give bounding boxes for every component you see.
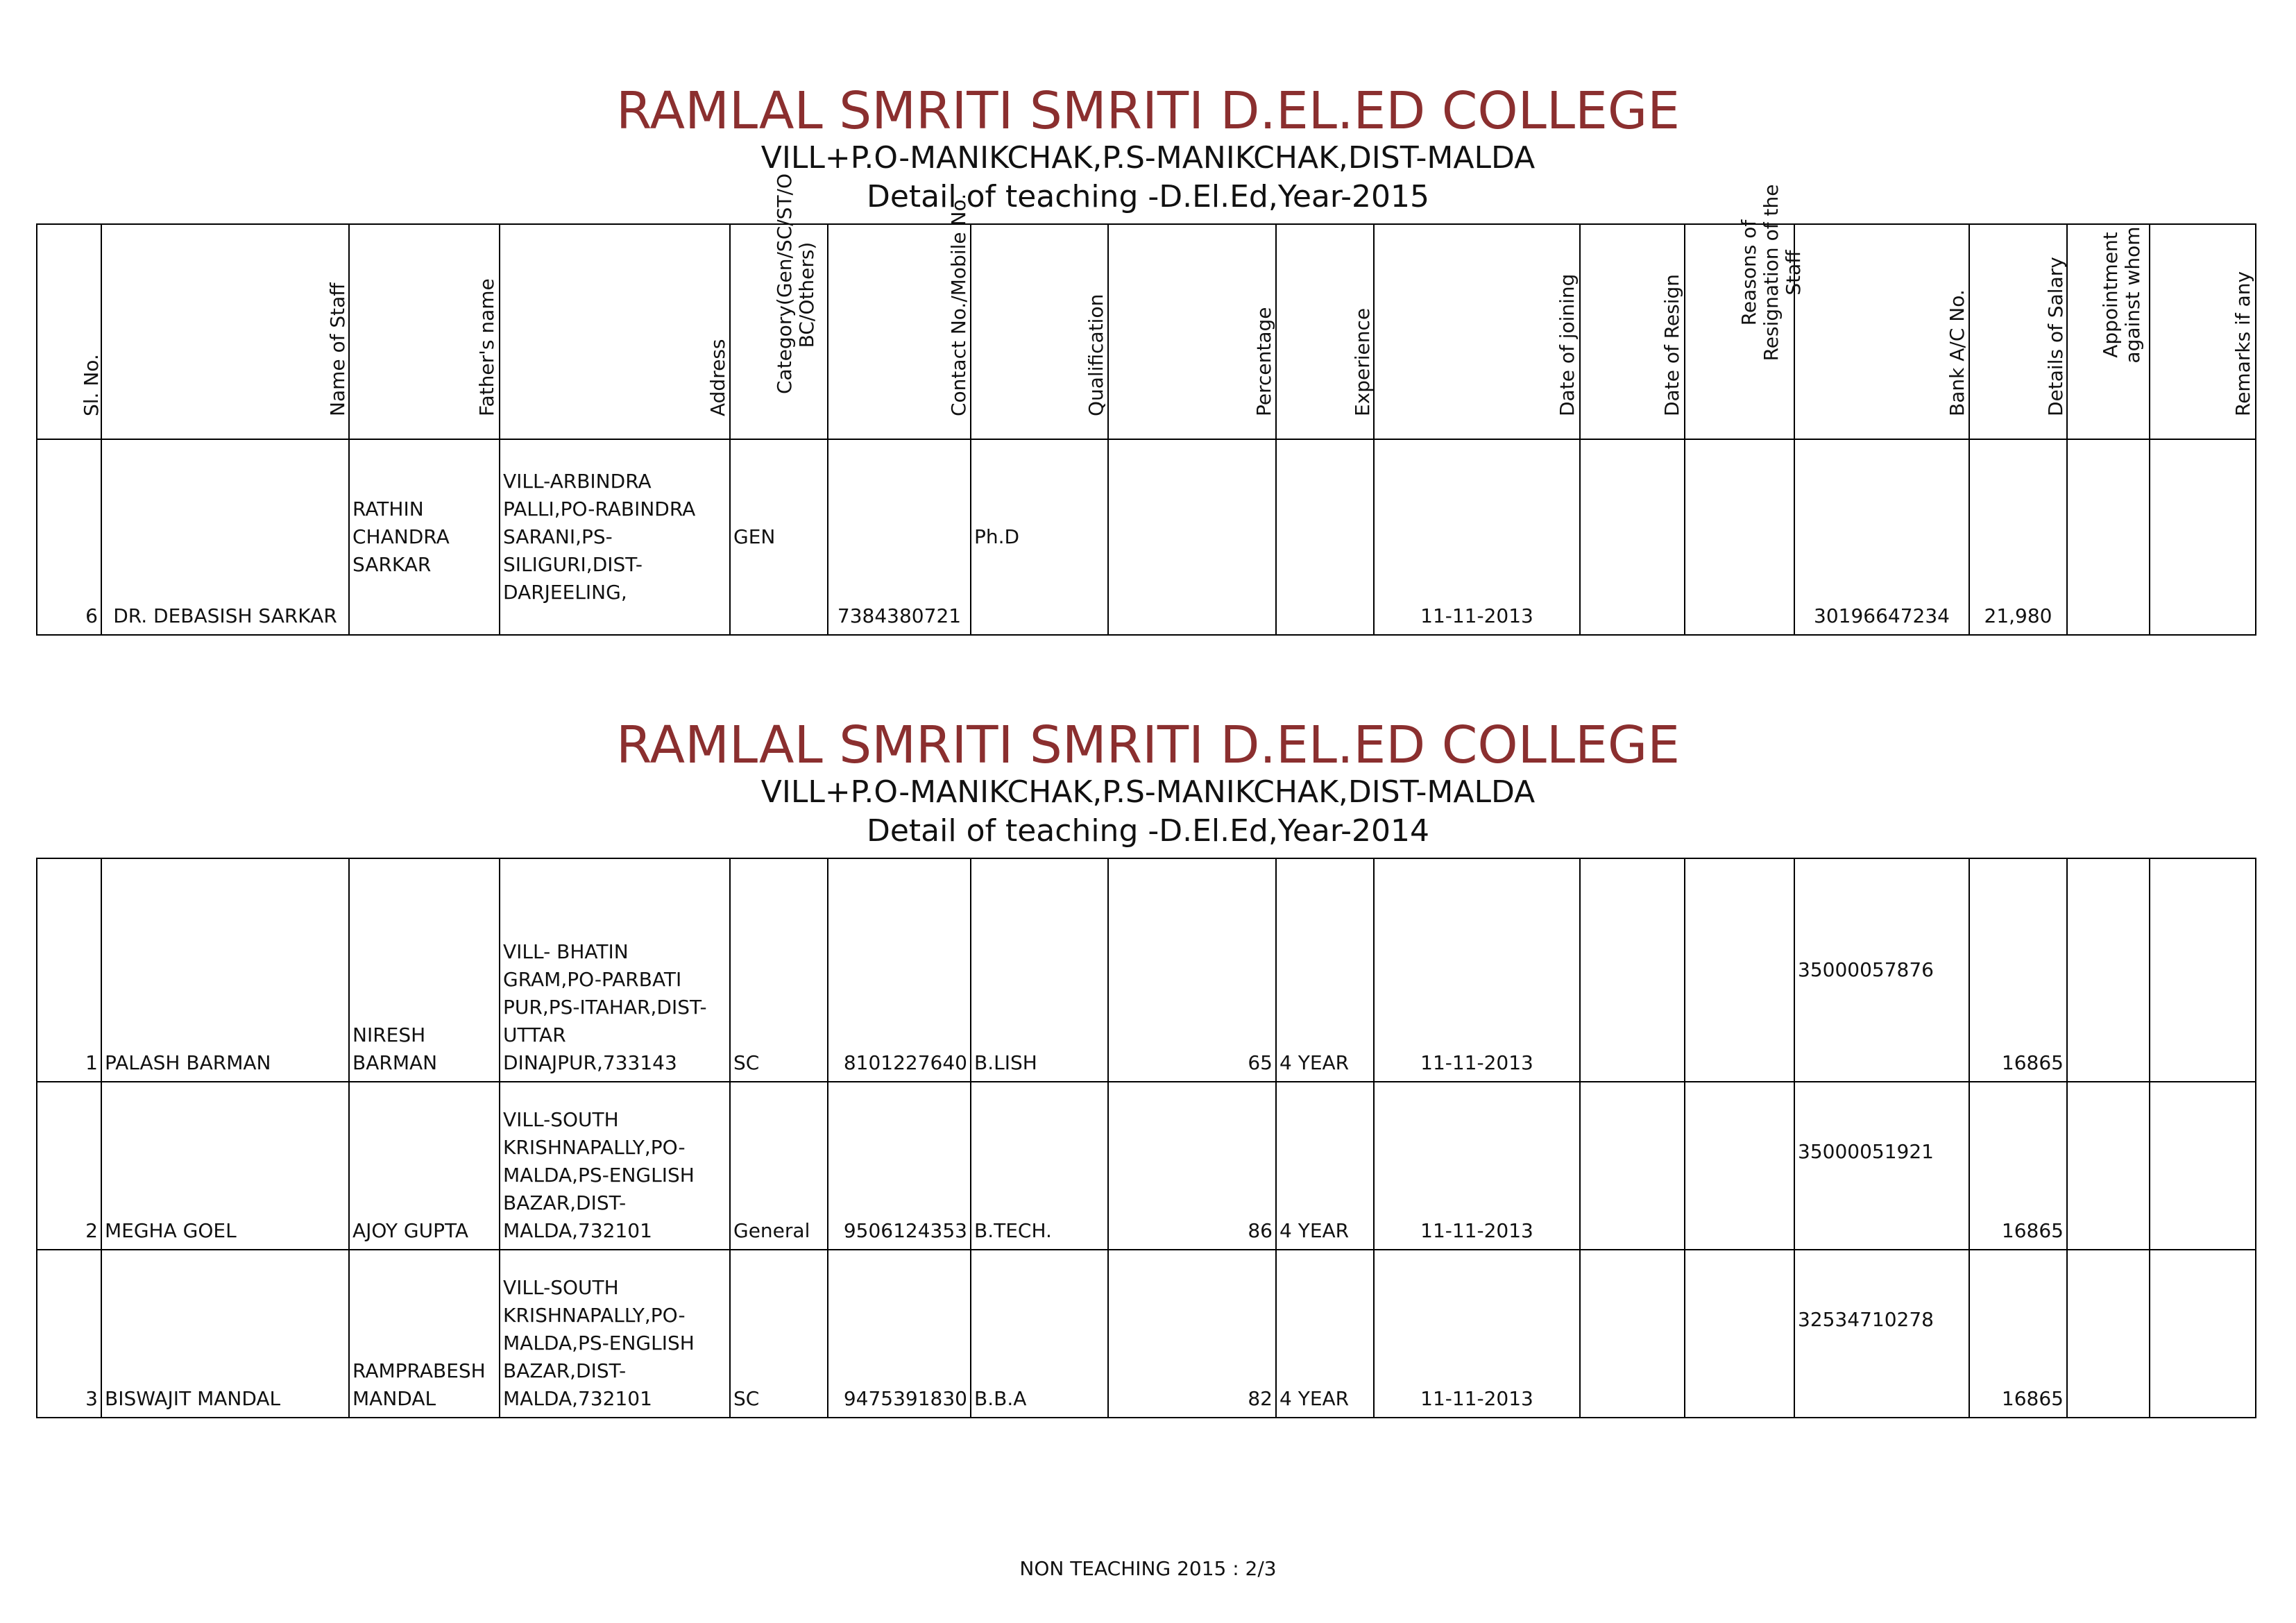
- col-remarks: Remarks if any: [2150, 224, 2256, 439]
- cell-category: General: [733, 1219, 810, 1242]
- cell-percentage: 82: [1248, 1387, 1273, 1410]
- cell-reason: [1685, 630, 1794, 634]
- col-percentage: Percentage: [1108, 224, 1276, 439]
- cell-salary: 16865: [2001, 1051, 2064, 1074]
- cell-qualification: B.TECH.: [974, 1219, 1052, 1242]
- cell-bank: 35000051921: [1798, 1140, 1934, 1163]
- col-qualification: Qualification: [971, 224, 1108, 439]
- cell-experience: 4 YEAR: [1279, 1387, 1350, 1410]
- cell-contact: 9475391830: [843, 1387, 967, 1410]
- cell-qualification: B.LISH: [974, 1051, 1037, 1074]
- cell-appointment: [2068, 1245, 2149, 1249]
- col-address: Address: [500, 224, 730, 439]
- col-name: Name of Staff: [101, 224, 349, 439]
- cell-joining: 11-11-2013: [1420, 1219, 1533, 1242]
- header-row: [37, 224, 2256, 439]
- detail-subtitle: Detail of teaching -D.El.Ed,Year-2015: [866, 179, 1430, 214]
- staff-table-2014: [36, 858, 2256, 1418]
- cell-address: VILL- BHATIN GRAM,PO-PARBATI PUR,PS-ITAHAR,DIST-UTTAR DINAJPUR,733143: [503, 940, 707, 1074]
- cell-percentage: 86: [1248, 1219, 1273, 1242]
- section-1-heading: [0, 83, 2296, 216]
- cell-reason: [1685, 1413, 1794, 1417]
- cell-resign: [1581, 630, 1684, 634]
- col-joining: Date of joining: [1374, 224, 1580, 439]
- cell-joining: 11-11-2013: [1420, 1387, 1533, 1410]
- cell-contact: 9506124353: [843, 1219, 967, 1242]
- cell-reason: [1685, 1077, 1794, 1081]
- cell-appointment: [2068, 1077, 2149, 1081]
- cell-appointment: [2068, 630, 2149, 634]
- cell-joining: 11-11-2013: [1420, 604, 1533, 627]
- cell-name: BISWAJIT MANDAL: [105, 1387, 281, 1410]
- cell-father: NIRESH BARMAN: [352, 1023, 438, 1074]
- cell-percentage: 65: [1248, 1051, 1273, 1074]
- cell-resign: [1581, 1077, 1684, 1081]
- col-contact: Contact No./Mobile No.: [828, 224, 971, 439]
- cell-experience: [1277, 630, 1373, 634]
- cell-salary: 16865: [2001, 1219, 2064, 1242]
- college-address: VILL+P.O-MANIKCHAK,P.S-MANIKCHAK,DIST-MALDA: [760, 774, 1536, 810]
- col-salary: Details of Salary: [1969, 224, 2067, 439]
- cell-remarks: [2150, 1245, 2255, 1249]
- cell-remarks: [2150, 1077, 2255, 1081]
- cell-bank: 30196647234: [1814, 604, 1950, 627]
- cell-bank: 32534710278: [1798, 1308, 1934, 1331]
- cell-reason: [1685, 1245, 1794, 1249]
- cell-address: VILL-ARBINDRA PALLI,PO-RABINDRA SARANI,PS-SILIGURI,DIST-DARJEELING,: [503, 470, 696, 604]
- cell-appointment: [2068, 1413, 2149, 1417]
- cell-father: RAMPRABESH MANDAL: [352, 1359, 486, 1410]
- cell-bank: 35000057876: [1798, 958, 1934, 981]
- col-sl: Sl. No.: [37, 224, 101, 439]
- table-row: [37, 1250, 2256, 1418]
- table-row: [37, 1082, 2256, 1250]
- cell-qualification: Ph.D: [974, 525, 1020, 548]
- cell-resign: [1581, 1413, 1684, 1417]
- col-category: Category(Gen/SC/ST/O BC/Others): [730, 224, 828, 439]
- cell-qualification: B.B.A: [974, 1387, 1027, 1410]
- cell-name: MEGHA GOEL: [105, 1219, 237, 1242]
- col-resign: Date of Resign: [1580, 224, 1685, 439]
- col-bank: Bank A/C No.: [1794, 224, 1969, 439]
- cell-experience: 4 YEAR: [1279, 1219, 1350, 1242]
- cell-contact: 8101227640: [843, 1051, 967, 1074]
- page-footer: NON TEACHING 2015 : 2/3: [1019, 1557, 1277, 1580]
- cell-sl: 6: [85, 604, 98, 627]
- college-title: RAMLAL SMRITI SMRITI D.EL.ED COLLEGE: [616, 715, 1680, 775]
- college-address: VILL+P.O-MANIKCHAK,P.S-MANIKCHAK,DIST-MALDA: [760, 140, 1536, 176]
- cell-resign: [1581, 1245, 1684, 1249]
- table-row: [37, 439, 2256, 635]
- cell-sl: 3: [85, 1387, 98, 1410]
- col-father: Father's name: [349, 224, 500, 439]
- detail-subtitle: Detail of teaching -D.El.Ed,Year-2014: [866, 813, 1430, 849]
- cell-remarks: [2150, 1413, 2255, 1417]
- cell-address: VILL-SOUTH KRISHNAPALLY,PO-MALDA,PS-ENGLISH BAZAR,DIST-MALDA,732101: [503, 1276, 695, 1410]
- cell-joining: 11-11-2013: [1420, 1051, 1533, 1074]
- cell-sl: 1: [85, 1051, 98, 1074]
- col-experience: Experience: [1276, 224, 1374, 439]
- cell-contact: 7384380721: [837, 604, 962, 627]
- college-title: RAMLAL SMRITI SMRITI D.EL.ED COLLEGE: [616, 81, 1680, 141]
- cell-name: DR. DEBASISH SARKAR: [113, 604, 337, 627]
- section-2-heading: [0, 717, 2296, 851]
- table-row: [37, 858, 2256, 1082]
- col-appointment: Appointment against whom: [2067, 224, 2150, 439]
- cell-experience: 4 YEAR: [1279, 1051, 1350, 1074]
- cell-sl: 2: [85, 1219, 98, 1242]
- cell-salary: 21,980: [1984, 604, 2052, 627]
- col-reason: Reasons of Resignation of the Staff: [1685, 224, 1794, 439]
- cell-category: SC: [733, 1051, 760, 1074]
- cell-salary: 16865: [2001, 1387, 2064, 1410]
- cell-percentage: [1109, 630, 1275, 634]
- cell-address: VILL-SOUTH KRISHNAPALLY,PO-MALDA,PS-ENGLISH BAZAR,DIST-MALDA,732101: [503, 1108, 695, 1242]
- cell-father: RATHIN CHANDRA SARKAR: [352, 498, 450, 576]
- cell-remarks: [2150, 630, 2255, 634]
- cell-name: PALASH BARMAN: [105, 1051, 271, 1074]
- cell-category: SC: [733, 1387, 760, 1410]
- cell-father: AJOY GUPTA: [352, 1219, 469, 1242]
- cell-category: GEN: [733, 525, 776, 548]
